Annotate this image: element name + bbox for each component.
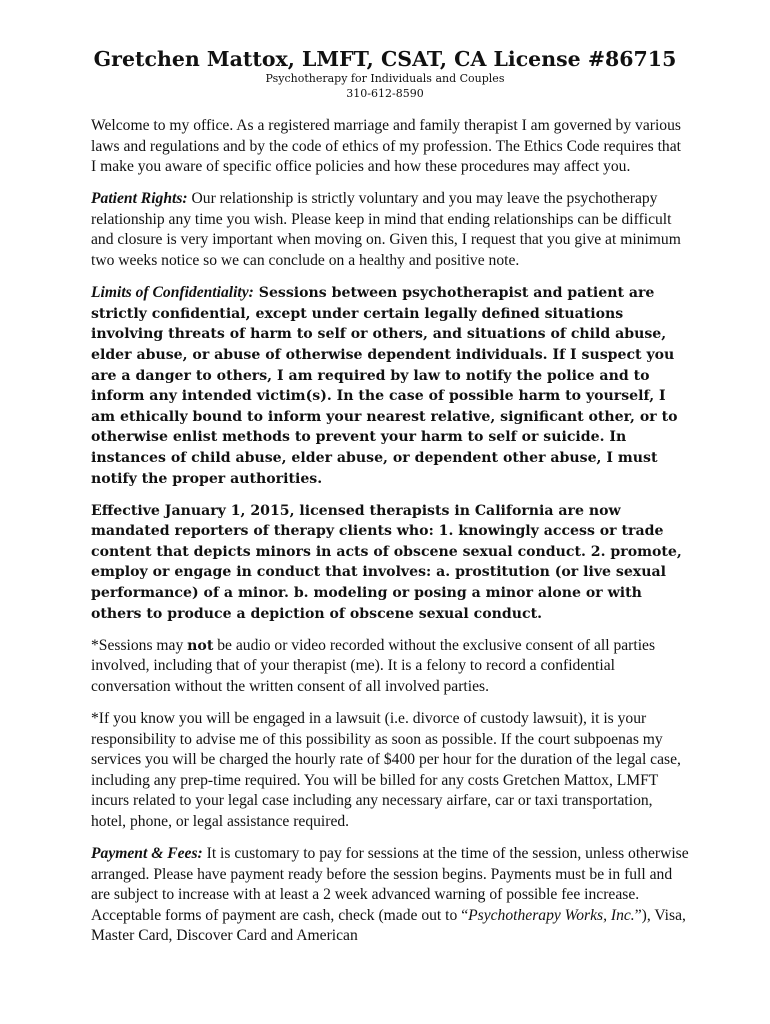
recording-emphasis: not	[187, 637, 214, 654]
recording-text-end: be audio or video recorded without the exclusive consent of all parties involved, including that of your therapist (me). It is a felony to record a confidential conversation without the written consent of all involved parties.	[91, 636, 656, 695]
patient-rights-heading: Patient Rights:	[91, 190, 188, 208]
letterhead	[0, 46, 770, 101]
payment-company-name: Psychotherapy Works, Inc.	[468, 906, 635, 924]
recording-text-start: *Sessions may	[91, 636, 188, 654]
document-title: Gretchen Mattox, LMFT, CSAT, CA License #86715	[93, 47, 677, 71]
practice-subtitle: Psychotherapy for Individuals and Couples	[265, 72, 505, 85]
payment-heading: Payment & Fees:	[91, 845, 203, 862]
document-body	[91, 116, 689, 958]
payment-text-end: ”), Visa, Master Card, Discover Card and American	[91, 906, 686, 945]
payment-text-start: It is customary to pay for sessions at the time of the session, unless otherwise arranged. Please have payment ready before the session begins. Payments must be in full and are subject to increase with at least a 2 week advanced warning of possible fee increase. Acceptable forms of payment are cash, check (made out to “	[91, 845, 689, 924]
confidentiality-text: Sessions between psychotherapist and patient are strictly confidential, except under certain legally defined situations involving threats of harm to self or others, and situations of child abuse, elder abuse, or abuse of otherwise dependent individuals. If I suspect you are a danger to others, I am required by law to notify the police and to inform any intended victim(s). In the case of possible harm to yourself, I am ethically bound to inform your nearest relative, significant other, or to otherwise enlist methods to prevent your harm to self or suicide. In instances of child abuse, elder abuse, or dependent other abuse, I must notify the proper authorities.	[91, 285, 678, 487]
patient-rights-paragraph	[91, 189, 689, 271]
welcome-paragraph: Welcome to my office. As a registered marriage and family therapist I am governed by various laws and regulations and by the code of ethics of my profession. The Ethics Code requires that I make you aware of specific office policies and how these procedures may affect you.	[91, 117, 681, 176]
lawsuit-paragraph: *If you know you will be engaged in a lawsuit (i.e. divorce of custody lawsuit), it is your responsibility to advise me of this possibility as soon as possible. If the court subpoenas my services you will be charged the hourly rate of $400 per hour for the duration of the legal case, including any prep-time required. You will be billed for any costs Gretchen Mattox, LMFT incurs related to your legal case including any necessary airfare, car or taxi transportation, hotel, phone, or legal assistance required.	[91, 709, 681, 830]
phone-number: 310-612-8590	[346, 87, 424, 100]
recording-paragraph	[91, 636, 689, 698]
mandated-reporting-paragraph: Effective January 1, 2015, licensed therapists in California are now mandated reporters of therapy clients who: 1. knowingly access or trade content that depicts minors in acts of obscene sexual conduct. 2. promote, employ or engage in conduct that involves: a. prostitution (or live sexual performance) of a minor. b. modeling or posing a minor alone or with others to produce a depiction of obscene sexual conduct.	[91, 502, 682, 622]
confidentiality-paragraph	[91, 283, 689, 489]
patient-rights-text: Our relationship is strictly voluntary and you may leave the psychotherapy relationship any time you wish. Please keep in mind that ending relationships can be difficult and closure is very important when moving on. Given this, I request that you give at minimum two weeks notice so we can conclude on a healthy and positive note.	[91, 190, 681, 270]
payment-paragraph	[91, 844, 689, 947]
confidentiality-heading: Limits of Confidentiality:	[91, 284, 254, 302]
